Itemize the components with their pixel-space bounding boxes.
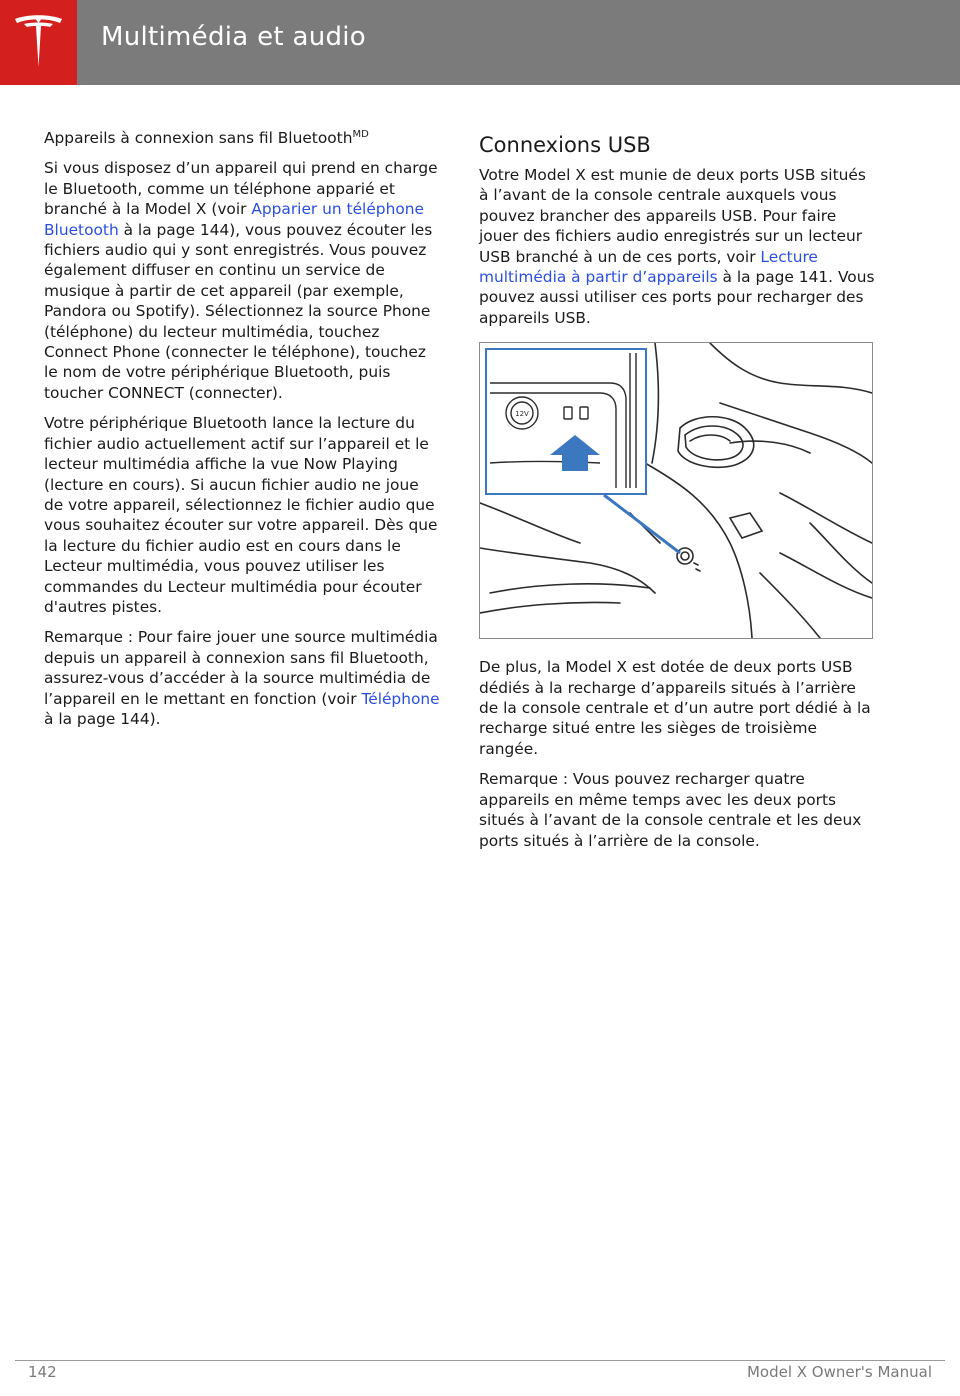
md-superscript: MD [352, 128, 369, 140]
usb-section-title: Connexions USB [479, 133, 651, 157]
bluetooth-paragraph-2: Votre périphérique Bluetooth lance la lecture du fichier audio actuellement actif sur l’appareil et le lecteur multimédia affiche la vue Now Playing (lecture en cours). Si aucun fichier audio ne joue de votre appareil, sélectionnez le fichier audio que vous souhaitez écouter sur votre appareil. Dès que la lecture du fichier audio est en cours dans le Lecteur multimédia, vous pouvez utiliser les commandes du Lecteur multimédia pour écouter d'autres pistes. [44, 414, 438, 616]
console-illustration [480, 343, 872, 638]
link-telephone[interactable]: Téléphone [361, 689, 440, 708]
bluetooth-paragraph-1: Si vous disposez d’un appareil qui prend en charge le Bluetooth, comme un téléphone apparié et branché à la Model X (voir Apparier un téléphone Bluetooth à la page 144), vous pouvez écouter les fichiers audio qui y sont enregistrés. Vous pouvez également diffuser en continu un service de musique à partir de cet appareil (par exemple, Pandora ou Spotify). Sélectionnez la source Phone (téléphone) du lecteur multimédia, touchez Connect Phone (connecter le téléphone), touchez le nom de votre périphérique Bluetooth, puis toucher CONNECT (connecter). [44, 159, 438, 402]
left-column [44, 128, 442, 739]
tesla-logo [0, 0, 77, 85]
link-lecture-multimedia[interactable]: Lecture multimédia à partir d’appareils [479, 247, 818, 287]
usb-note: Remarque : Vous pouvez recharger quatre appareils en même temps avec les deux ports situés à l’avant de la console centrale et les deux ports situés à l’arrière de la console. [479, 770, 862, 850]
page-title: Multimédia et audio [101, 22, 367, 52]
usb-paragraph-2: De plus, la Model X est dotée de deux ports USB dédiés à la recharge d’appareils situés à l’arrière de la console centrale et d’un autre port dédié à la recharge situé entre les sièges de troisième rangée. [479, 658, 871, 758]
bluetooth-heading: Appareils à connexion sans fil Bluetooth$^{MD}$ [44, 128, 369, 147]
bluetooth-note: Remarque : Pour faire jouer une source multimédia depuis un appareil à connexion sans fil Bluetooth, assurez-vous d’accéder à la source multimédia de l’appareil en le mettant en fonction (voir Téléphone à la page 144). [44, 628, 440, 728]
tesla-logo-icon [13, 15, 64, 69]
usb-ports-illustration [479, 342, 873, 639]
footer-divider [15, 1360, 945, 1361]
manual-name: Model X Owner's Manual [746, 1363, 932, 1381]
usb-paragraph-1: Votre Model X est munie de deux ports USB situés à l’avant de la console centrale auxquels vous pouvez brancher des appareils USB. Pour faire jouer des fichiers audio enregistrés sur un lecteur USB branché à un de ces ports, voir Lecture multimédia à partir d’appareils à la page 141. Vous pouvez aussi utiliser ces ports pour recharger des appareils USB. [479, 166, 875, 327]
page-number: 142 [28, 1363, 57, 1381]
12v-label: 12V [515, 410, 529, 419]
link-apparier-telephone[interactable]: Apparier un téléphone Bluetooth [44, 200, 424, 239]
right-column [479, 128, 879, 861]
page-header [0, 0, 960, 85]
